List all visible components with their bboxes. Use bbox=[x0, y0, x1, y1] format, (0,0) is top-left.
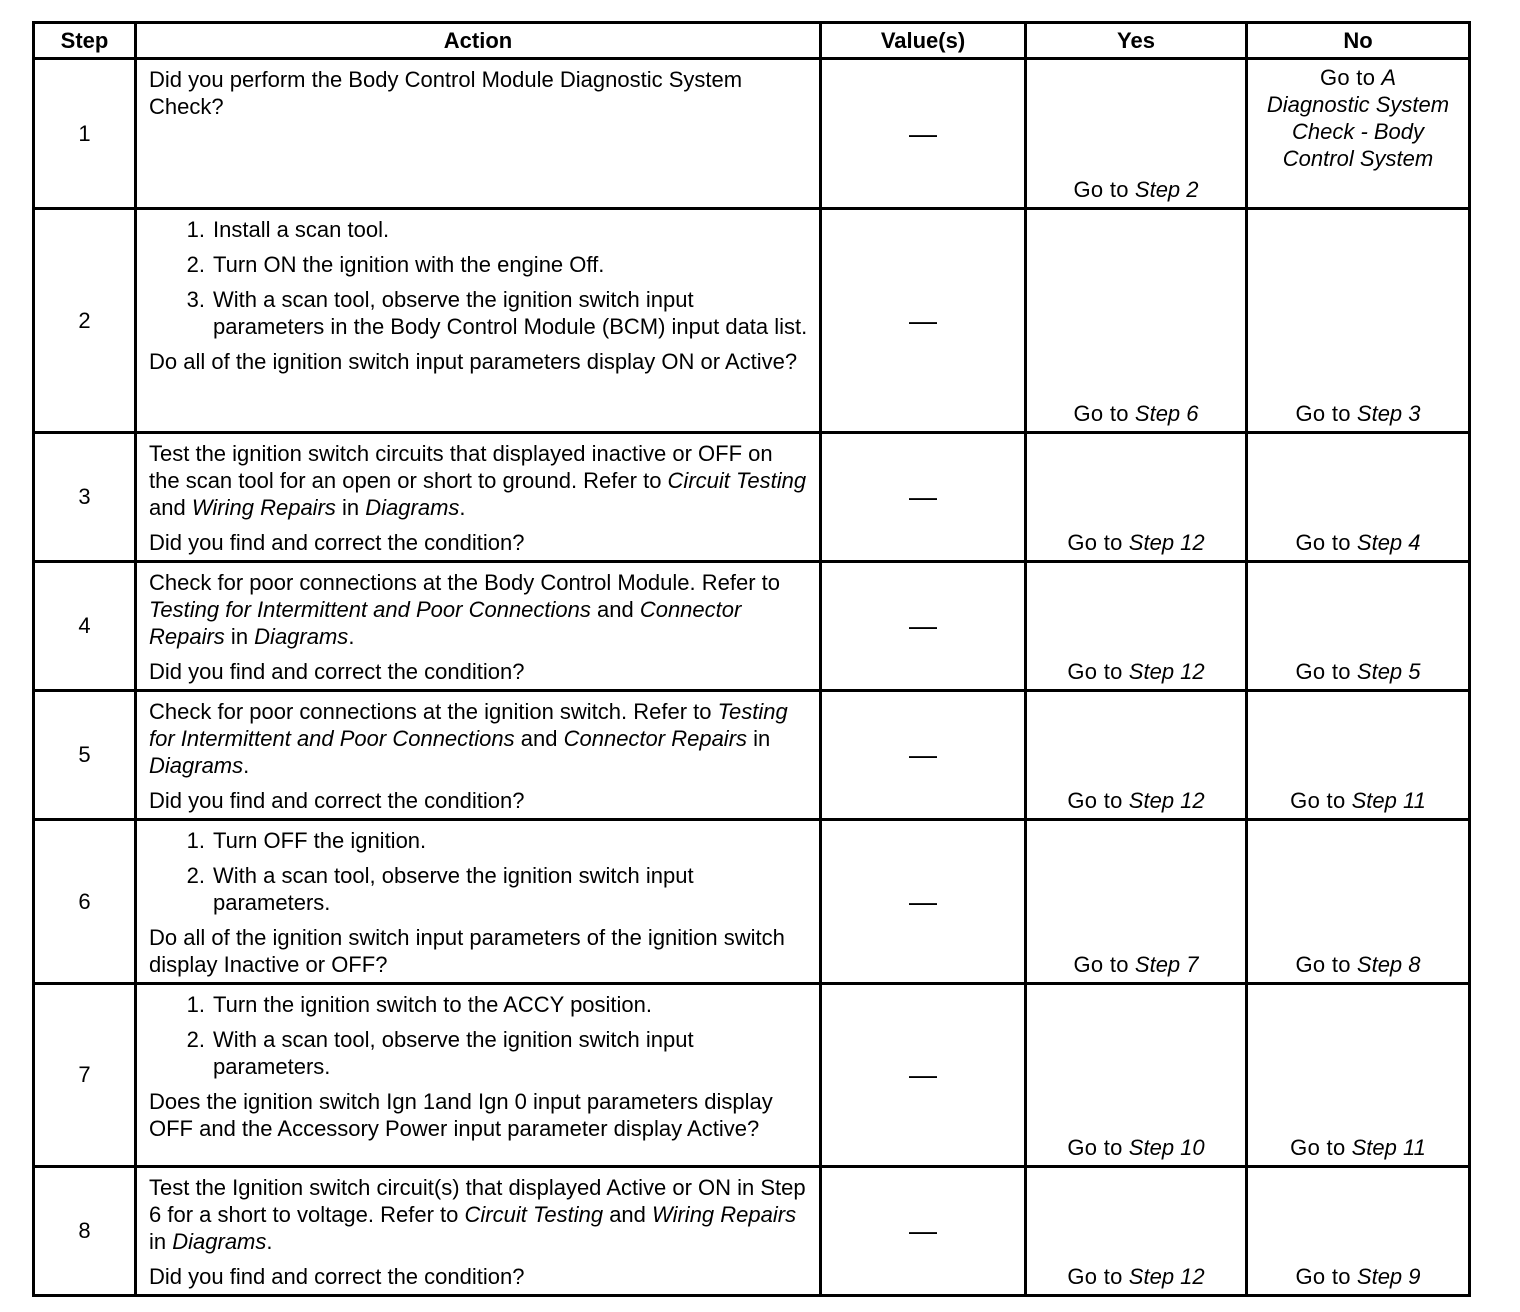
value-cell: — bbox=[821, 820, 1026, 984]
substep-number: 1. bbox=[186, 217, 205, 242]
table-row bbox=[34, 562, 1470, 691]
value-cell: — bbox=[821, 691, 1026, 820]
instruction-text: in bbox=[224, 624, 255, 649]
action-instruction bbox=[149, 698, 809, 779]
action-question: Did you find and correct the condition? bbox=[149, 530, 525, 555]
yes-cell bbox=[1026, 691, 1247, 820]
substep-list bbox=[149, 827, 809, 916]
yes-cell bbox=[1026, 562, 1247, 691]
step-number: 8 bbox=[34, 1167, 136, 1296]
no-cell bbox=[1247, 209, 1470, 433]
substep-text: With a scan tool, observe the ignition switch input parameters in the Body Control Module (BCM) input data list. bbox=[213, 287, 808, 339]
reference-text: Wiring Repairs bbox=[191, 495, 336, 520]
action-cell bbox=[136, 1167, 821, 1296]
action-question: Did you perform the Body Control Module Diagnostic System Check? bbox=[149, 67, 743, 119]
substep-text: With a scan tool, observe the ignition switch input parameters. bbox=[213, 863, 694, 915]
yes-go-to-label: Go to bbox=[1067, 1135, 1123, 1160]
no-cell bbox=[1247, 562, 1470, 691]
substep-text: Turn ON the ignition with the engine Off. bbox=[213, 252, 605, 277]
header-yes: Yes bbox=[1026, 23, 1247, 59]
reference-text: Wiring Repairs bbox=[652, 1202, 797, 1227]
no-reference: Step 4 bbox=[1356, 530, 1421, 555]
instruction-text: . bbox=[348, 624, 355, 649]
no-cell bbox=[1247, 691, 1470, 820]
reference-text: Diagrams bbox=[365, 495, 460, 520]
value-cell: — bbox=[821, 209, 1026, 433]
instruction-text: and bbox=[590, 597, 640, 622]
yes-cell bbox=[1026, 820, 1247, 984]
yes-go-to-label: Go to bbox=[1067, 1264, 1123, 1289]
action-instruction bbox=[149, 569, 809, 650]
action-question: Did you find and correct the condition? bbox=[149, 788, 525, 813]
substep-list bbox=[149, 216, 809, 340]
action-question: Do all of the ignition switch input parameters display ON or Active? bbox=[149, 349, 798, 374]
value-cell: — bbox=[821, 562, 1026, 691]
no-go-to-label: Go to bbox=[1319, 65, 1376, 90]
table-row bbox=[34, 984, 1470, 1167]
substep-item bbox=[149, 286, 809, 340]
action-question: Did you find and correct the condition? bbox=[149, 659, 525, 684]
yes-cell bbox=[1026, 984, 1247, 1167]
action-cell bbox=[136, 691, 821, 820]
no-reference: Step 5 bbox=[1356, 659, 1421, 684]
yes-cell bbox=[1026, 209, 1247, 433]
substep-list bbox=[149, 991, 809, 1080]
step-number: 2 bbox=[34, 209, 136, 433]
substep-number: 2. bbox=[186, 252, 205, 277]
instruction-text: Test the Ignition switch circuit(s) that displayed Active or ON in Step 6 for a short to voltage. Refer to bbox=[149, 1175, 806, 1227]
substep-item bbox=[149, 251, 809, 278]
reference-text: Circuit Testing bbox=[667, 468, 807, 493]
yes-reference: Step 12 bbox=[1128, 659, 1205, 684]
yes-go-to-label: Go to bbox=[1067, 530, 1123, 555]
no-cell bbox=[1247, 59, 1470, 209]
table-row bbox=[34, 433, 1470, 562]
yes-cell bbox=[1026, 433, 1247, 562]
value-cell: — bbox=[821, 59, 1026, 209]
action-cell bbox=[136, 59, 821, 209]
reference-text: Diagrams bbox=[172, 1229, 267, 1254]
header-no: No bbox=[1247, 23, 1470, 59]
value-cell: — bbox=[821, 984, 1026, 1167]
table-row bbox=[34, 691, 1470, 820]
action-cell bbox=[136, 433, 821, 562]
action-question: Does the ignition switch Ign 1and Ign 0 input parameters display OFF and the Accessory Power input parameter display Active? bbox=[149, 1089, 773, 1141]
action-cell bbox=[136, 209, 821, 433]
instruction-text: . bbox=[266, 1229, 273, 1254]
no-go-to-label: Go to bbox=[1295, 530, 1351, 555]
no-cell bbox=[1247, 1167, 1470, 1296]
yes-go-to-label: Go to bbox=[1067, 659, 1123, 684]
step-number: 1 bbox=[34, 59, 136, 209]
no-cell bbox=[1247, 820, 1470, 984]
instruction-text: Check for poor connections at the ignition switch. Refer to bbox=[149, 699, 718, 724]
table-row bbox=[34, 1167, 1470, 1296]
yes-reference: Step 12 bbox=[1128, 530, 1205, 555]
yes-go-to-label: Go to bbox=[1067, 788, 1123, 813]
action-question: Do all of the ignition switch input parameters of the ignition switch display Inactive or OFF? bbox=[149, 925, 785, 977]
header-values: Value(s) bbox=[821, 23, 1026, 59]
header-row bbox=[34, 23, 1470, 59]
no-go-to-label: Go to bbox=[1290, 788, 1346, 813]
substep-text: Install a scan tool. bbox=[213, 217, 390, 242]
action-question: Did you find and correct the condition? bbox=[149, 1264, 525, 1289]
no-go-to-label: Go to bbox=[1295, 401, 1351, 426]
yes-reference: Step 10 bbox=[1128, 1135, 1205, 1160]
substep-number: 1. bbox=[186, 992, 205, 1017]
value-cell: — bbox=[821, 433, 1026, 562]
instruction-text: and bbox=[149, 495, 192, 520]
instruction-text: Test the ignition switch circuits that displayed inactive or OFF on the scan tool for an open or short to ground. Refer to bbox=[149, 441, 773, 493]
no-go-to-label: Go to bbox=[1295, 952, 1351, 977]
no-go-to-label: Go to bbox=[1290, 1135, 1346, 1160]
step-number: 6 bbox=[34, 820, 136, 984]
substep-number: 3. bbox=[186, 287, 205, 312]
no-reference: Step 9 bbox=[1356, 1264, 1421, 1289]
yes-reference: Step 12 bbox=[1128, 1264, 1205, 1289]
substep-text: Turn OFF the ignition. bbox=[213, 828, 427, 853]
header-step: Step bbox=[34, 23, 136, 59]
instruction-text: . bbox=[243, 753, 250, 778]
table-row bbox=[34, 209, 1470, 433]
yes-go-to-label: Go to bbox=[1073, 177, 1129, 202]
substep-number: 2. bbox=[186, 863, 205, 888]
yes-reference: Step 6 bbox=[1134, 401, 1199, 426]
no-reference: Step 8 bbox=[1356, 952, 1421, 977]
action-cell bbox=[136, 562, 821, 691]
yes-go-to-label: Go to bbox=[1073, 401, 1129, 426]
diagnostic-table bbox=[32, 21, 1471, 1297]
substep-text: Turn the ignition switch to the ACCY position. bbox=[213, 992, 653, 1017]
yes-reference: Step 7 bbox=[1134, 952, 1199, 977]
substep-number: 2. bbox=[186, 1027, 205, 1052]
action-instruction bbox=[149, 440, 809, 521]
action-cell bbox=[136, 820, 821, 984]
reference-text: Testing for Intermittent and Poor Connections bbox=[149, 699, 788, 751]
header-action: Action bbox=[136, 23, 821, 59]
yes-reference: Step 12 bbox=[1128, 788, 1205, 813]
instruction-text: in bbox=[149, 1229, 173, 1254]
instruction-text: Check for poor connections at the Body Control Module. Refer to bbox=[149, 570, 781, 595]
no-reference: A Diagnostic System Check - Body Control System bbox=[1266, 65, 1450, 171]
no-cell bbox=[1247, 984, 1470, 1167]
no-reference: Step 11 bbox=[1351, 788, 1426, 813]
step-number: 5 bbox=[34, 691, 136, 820]
reference-text: Diagrams bbox=[254, 624, 349, 649]
instruction-text: . bbox=[459, 495, 466, 520]
no-go-to-label: Go to bbox=[1295, 1264, 1351, 1289]
reference-text: Connector Repairs bbox=[563, 726, 748, 751]
table-row bbox=[34, 59, 1470, 209]
reference-text: Circuit Testing bbox=[464, 1202, 604, 1227]
instruction-text: in bbox=[335, 495, 366, 520]
instruction-text: and bbox=[603, 1202, 653, 1227]
no-go-to-label: Go to bbox=[1295, 659, 1351, 684]
reference-text: Diagrams bbox=[149, 753, 244, 778]
substep-item bbox=[149, 1026, 809, 1080]
yes-reference: Step 2 bbox=[1134, 177, 1199, 202]
action-cell bbox=[136, 984, 821, 1167]
step-number: 4 bbox=[34, 562, 136, 691]
no-reference: Step 3 bbox=[1356, 401, 1421, 426]
instruction-text: in bbox=[747, 726, 771, 751]
instruction-text: and bbox=[514, 726, 564, 751]
substep-item bbox=[149, 216, 809, 243]
substep-text: With a scan tool, observe the ignition switch input parameters. bbox=[213, 1027, 694, 1079]
value-cell: — bbox=[821, 1167, 1026, 1296]
substep-number: 1. bbox=[186, 828, 205, 853]
substep-item bbox=[149, 862, 809, 916]
step-number: 7 bbox=[34, 984, 136, 1167]
reference-text: Testing for Intermittent and Poor Connections bbox=[149, 597, 591, 622]
yes-go-to-label: Go to bbox=[1073, 952, 1129, 977]
substep-item bbox=[149, 991, 809, 1018]
step-number: 3 bbox=[34, 433, 136, 562]
substep-item bbox=[149, 827, 809, 854]
yes-cell bbox=[1026, 59, 1247, 209]
yes-cell bbox=[1026, 1167, 1247, 1296]
no-reference: Step 11 bbox=[1351, 1135, 1426, 1160]
no-cell bbox=[1247, 433, 1470, 562]
action-instruction bbox=[149, 1174, 809, 1255]
table-row bbox=[34, 820, 1470, 984]
reference-text: Connector Repairs bbox=[149, 597, 742, 649]
